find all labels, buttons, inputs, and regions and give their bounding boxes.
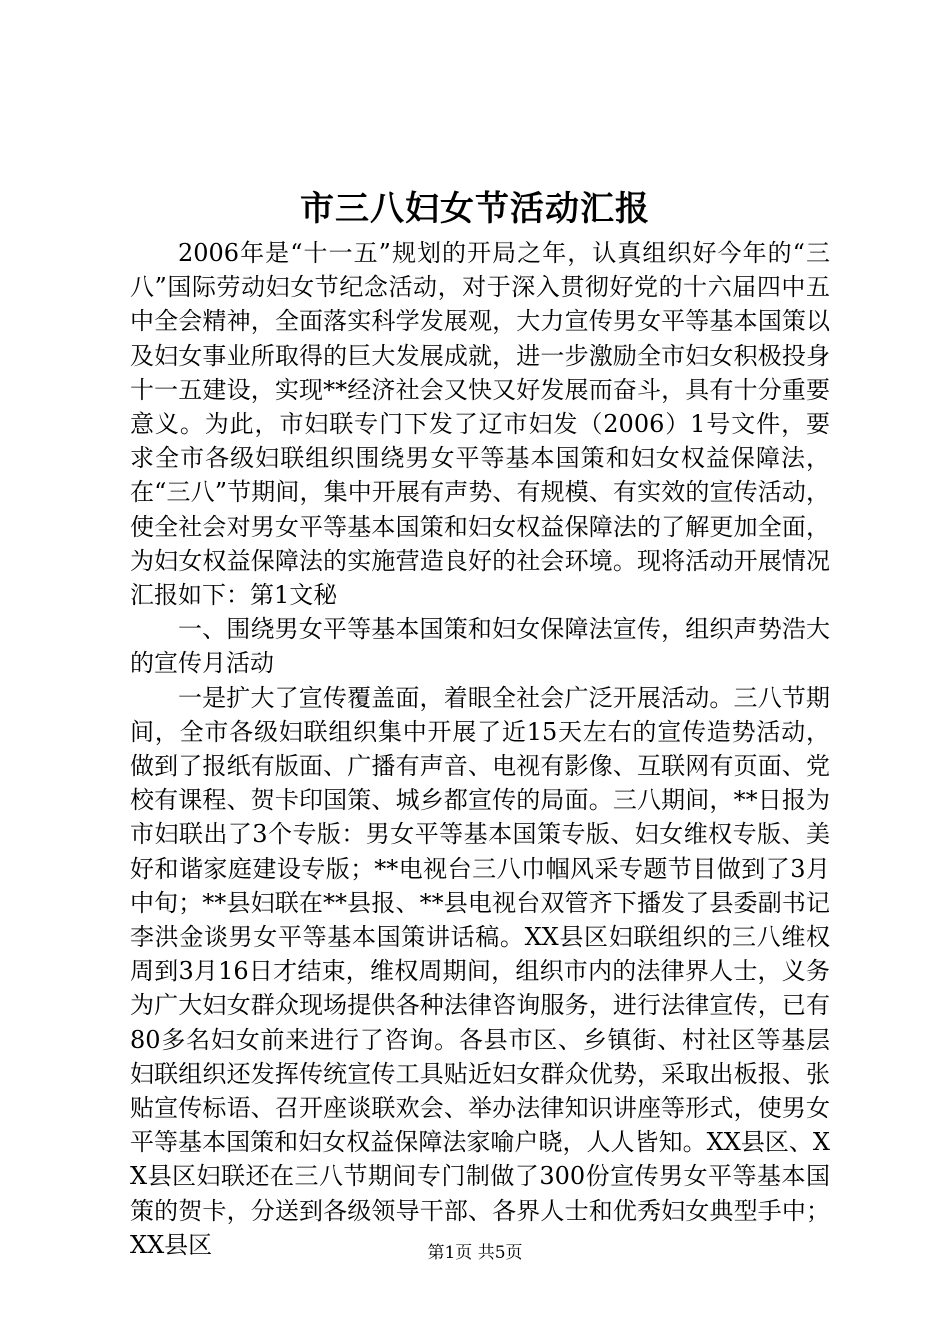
paragraph-intro: 2006年是“十一五”规划的开局之年，认真组织好今年的“三八”国际劳动妇女节纪念活动，对于深入贯彻好党的十六届四中五中全会精神，全面落实科学发展观，大力宣传男女平等基本国策以及妇女事业所取得的巨大发展成就，进一步激励全市妇女积极投身十一五建设，实现**经济社会又快又好发展而奋斗，具有十分重要意义。为此，市妇联专门下发了辽市妇发（2006）1号文件，要求全市各级妇联组织围绕男女平等基本国策和妇女权益保障法，在“三八”节期间，集中开展有声势、有规模、有实效的宣传活动，使全社会对男女平等基本国策和妇女权益保障法的了解更加全面，为妇女权益保障法的实施营造良好的社会环境。现将活动开展情况汇报如下：第1文秘 — [130, 239, 830, 610]
document-body — [130, 236, 830, 1262]
document-title: 市三八妇女节活动汇报 — [300, 189, 650, 229]
page-footer: 第1页 共5页 — [427, 1243, 523, 1263]
paragraph-item-one: 一是扩大了宣传覆盖面，着眼全社会广泛开展活动。三八节期间，全市各级妇联组织集中开展了近15天左右的宣传造势活动，做到了报纸有版面、广播有声音、电视有影像、互联网有页面、党校有课程、贺卡印国策、城乡都宣传的局面。三八期间，**日报为市妇联出了3个专版：男女平等基本国策专版、妇女维权专版、美好和谐家庭建设专版；**电视台三八巾帼风采专题节目做到了3月中旬；**县妇联在**县报、**县电视台双管齐下播发了县委副书记李洪金谈男女平等基本国策讲话稿。XX县区妇联组织的三八维权周到3月16日才结束，维权周期间，组织市内的法律界人士，义务为广大妇女群众现场提供各种法律咨询服务，进行法律宣传，已有80多名妇女前来进行了咨询。各县市区、乡镇街、村社区等基层妇联组织还发挥传统宣传工具贴近妇女群众优势，采取出板报、张贴宣传标语、召开座谈联欢会、举办法律知识讲座等形式，使男女平等基本国策和妇女权益保障法家喻户晓，人人皆知。XX县区、XX县区妇联还在三八节期间专门制做了300份宣传男女平等基本国策的贺卡，分送到各级领导干部、各界人士和优秀妇女典型手中；XX县区 — [130, 683, 830, 1259]
paragraph-section-heading: 一、围绕男女平等基本国策和妇女保障法宣传，组织声势浩大的宣传月活动 — [130, 615, 830, 678]
